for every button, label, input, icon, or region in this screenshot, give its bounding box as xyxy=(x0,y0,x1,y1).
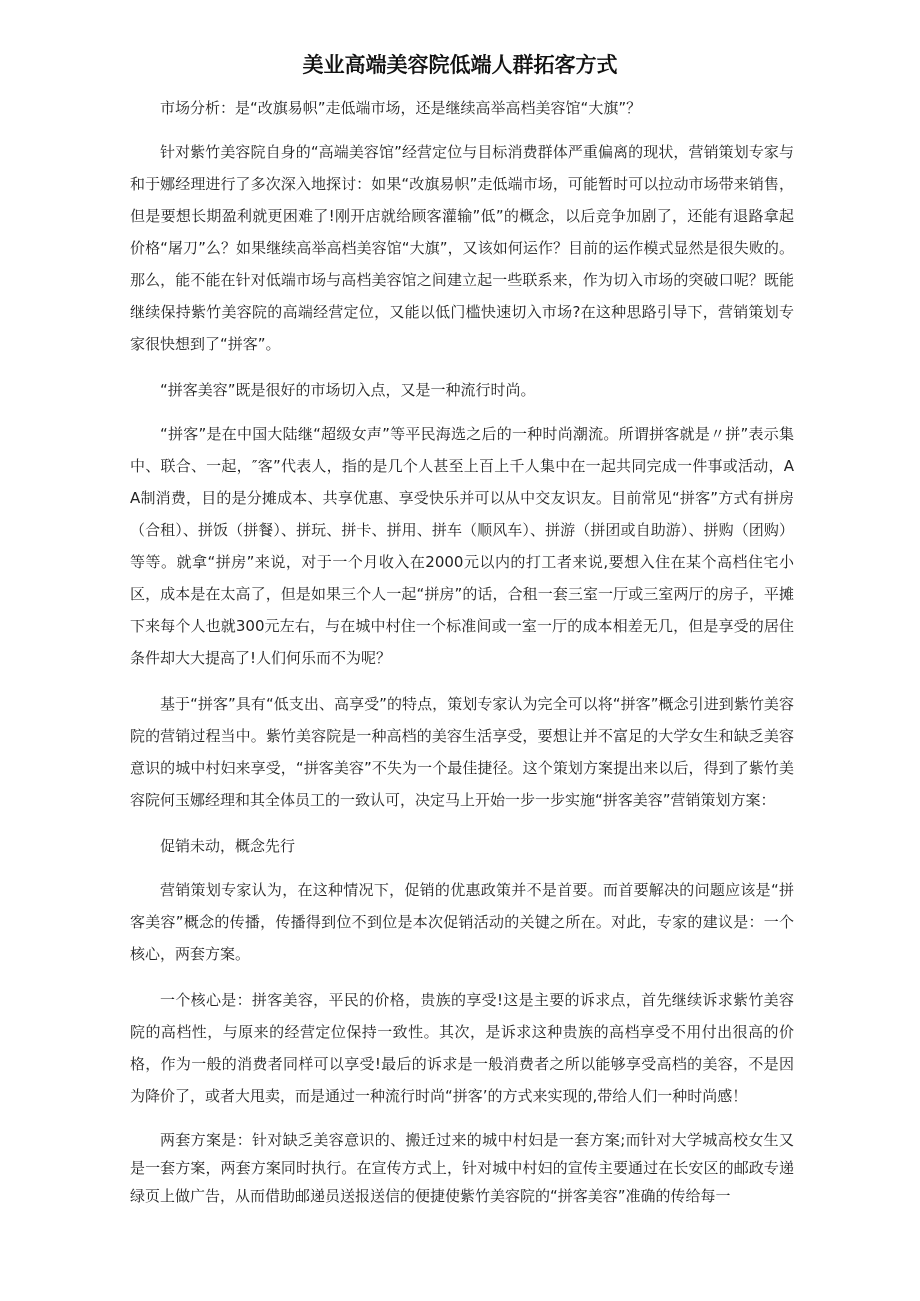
document-title: 美业高端美容院低端人群拓客方式 xyxy=(302,53,618,77)
paragraph-pinke-intro: “拼客美容”既是很好的市场切入点，又是一种流行时尚。 xyxy=(160,381,536,399)
paragraph-pinke-definition: “拼客”是在中国大陆继“超级女声”等平民海选之后的一种时尚潮流。所谓拼客就是〃拼”表示集中、联合、一起，″客”代表人，指的是几个人甚至上百上千人集中在一起共同完成一件事或活动，AA制消费，目的是分摊成本、共享优惠、享受快乐并可以从中交友识友。目前常见“拼客”方式有拼房（合租）、拼饭（拼餐）、拼玩、拼卡、拼用、拼车（顺风车）、拼游（拼团或自助游）、拼购（团购）等等。就拿“拼房”来说，对于一个月收入在2000元以内的打工者来说,要想入住在某个高档住宅小区，成本是在太高了，但是如果三个人一起“拼房”的话，合租一套三室一厅或三室两厅的房子，平摊下来每个人也就300元左右，与在城中村住一个标准间或一室一厅的成本相差无几，但是享受的居住条件却大大提高了!人们何乐而不为呢？ xyxy=(130,425,794,667)
document-body xyxy=(130,92,794,1224)
paragraph-positioning: 针对紫竹美容院自身的“高端美容馆”经营定位与目标消费群体严重偏离的现状，营销策划专家与和于娜经理进行了多次深入地探讨：如果“改旗易帜”走低端市场，可能暂时可以拉动市场带来销售，但是要想长期盈利就更困难了!刚开店就给顾客灌输”低”的概念，以后竞争加剧了，还能有退路拿起价格“屠刀”么？如果继续高举高档美容馆“大旗”，又该如何运作？目前的运作模式显然是很失败的。那么，能不能在针对低端市场与高档美容馆之间建立起一些联系来，作为切入市场的突破口呢？既能继续保持紫竹美容院的高端经营定位，又能以低门槛快速切入市场?在这种思路引导下，营销策划专家很快想到了“拼客”。 xyxy=(130,143,794,353)
paragraph-core-and-plans: 营销策划专家认为，在这种情况下，促销的优惠政策并不是首要。而首要解决的问题应该是“拼客美容”概念的传播，传播得到位不到位是本次促销活动的关键之所在。对此，专家的建议是：一个核心，两套方案。 xyxy=(130,881,794,963)
paragraph-market-analysis: 市场分析：是“改旗易帜”走低端市场，还是继续高举高档美容馆“大旗”？ xyxy=(160,99,642,117)
paragraph-two-plans: 两套方案是：针对缺乏美容意识的、搬迁过来的城中村妇是一套方案;而针对大学城高校女生又是一套方案，两套方案同时执行。在宣传方式上，针对城中村妇的宣传主要通过在长安区的邮政专递绿页上做广告，从而借助邮递员送报送信的便捷使紫竹美容院的“拼客美容”准确的传给每一 xyxy=(130,1131,794,1205)
paragraph-pinke-application: 基于“拼客”具有“低支出、高享受”的特点，策划专家认为完全可以将“拼客”概念引进到紫竹美容院的营销过程当中。紫竹美容院是一种高档的美容生活享受，要想让并不富足的大学女生和缺乏美容意识的城中村妇来享受，“拼客美容”不失为一个最佳捷径。这个策划方案提出来以后，得到了紫竹美容院何玉娜经理和其全体员工的一致认可，决定马上开始一步一步实施“拼客美容”营销策划方案： xyxy=(130,695,794,809)
paragraph-concept-first: 促销未动，概念先行 xyxy=(160,837,296,855)
paragraph-one-core: 一个核心是：拼客美容，平民的价格，贵族的享受!这是主要的诉求点，首先继续诉求紫竹美容院的高档性，与原来的经营定位保持一致性。其次，是诉求这种贵族的高档享受不用付出很高的价格，作为一般的消费者同样可以享受!最后的诉求是一般消费者之所以能够享受高档的美容，不是因为降价了，或者大甩卖，而是通过一种流行时尚“拼客’的方式来实现的,带给人们一种时尚感！ xyxy=(130,991,794,1105)
